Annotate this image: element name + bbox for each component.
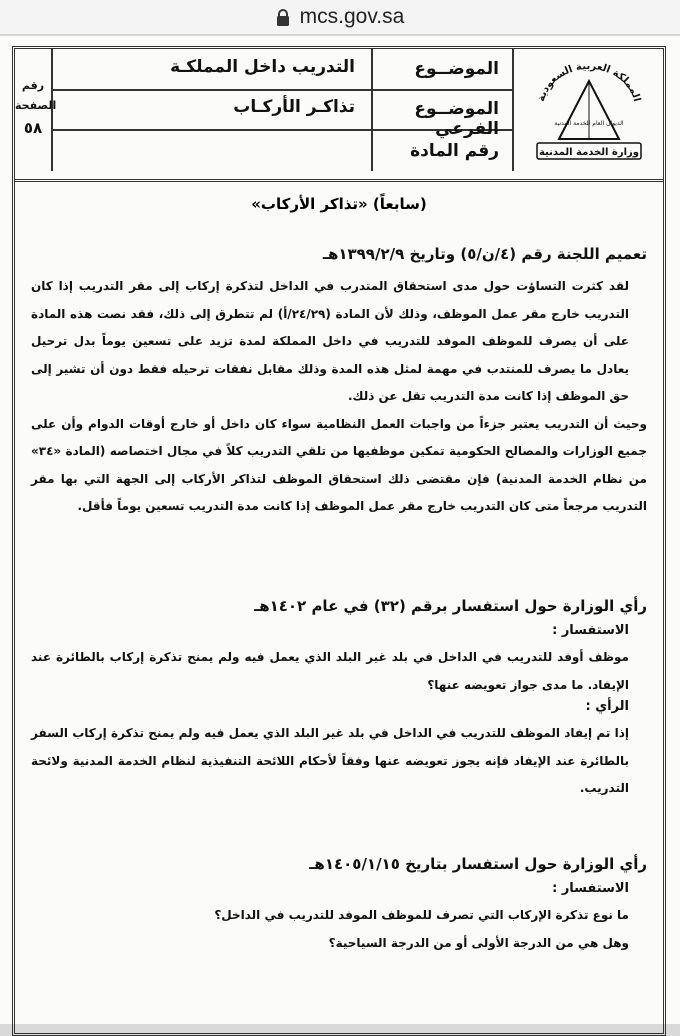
address-bar[interactable] (0, 0, 680, 35)
section-heading: تعميم اللجنة رقم (٤/ن/٥) وتاريخ ١٣٩٩/٢/٩هـ (322, 245, 647, 263)
svg-text:المملكة العربية السعودية: المملكة العربية السعودية (535, 61, 643, 103)
inquiry-label: الاستفسار : (552, 881, 629, 896)
subject-label: الموضــوع (414, 59, 499, 79)
inquiry-text: وهل هي من الدرجة الأولى أو من الدرجة السياحية؟ (328, 935, 629, 950)
section-ministry-opinion-1402 (31, 597, 647, 803)
paragraph: لقد كثرت التساؤت حول مدى استحقاق المتدرب في الداخل لتذكرة إركاب إلى مقر التدريب إذا كان التدريب خارج مقر عمل الموظف، وذلك لأن المادة (٢٤/٢٩/أ) لم تتطرق إلى ذلك، فقد نصت هذه المادة على أن يصرف للموظف الموفد للتدريب في داخل المملكة لمدة تزيد على تسعين يوماً بدل ترحيل يعادل ما يصرف للمنتدب في مهمة لمثل هذه المدة وذلك مقابل نفقات ترحيله فقط دون أن تشير إلى حق الموظف إذا كانت مدة التدريب تقل عن ذلك. (31, 279, 629, 403)
svg-text:الديوان العام للخدمة المدنية: الديوان العام للخدمة المدنية (554, 120, 624, 127)
section-heading: رأي الوزارة حول استفسار برقم (٣٢) في عام ١٤٠٢هـ (254, 597, 647, 615)
page-frame (12, 46, 666, 1036)
subject-value: التدريب داخل المملكـة (170, 57, 355, 77)
document-page (0, 36, 680, 1024)
paragraph: وحيث أن التدريب يعتبر جزءاً من واجبات العمل النظامية سواء كان داخل أو خارج أوقات الدوام وأن على جميع الوزارات والمصالح الحكومية تمكين موظفيها من تلقي التدريب كلاً في مجال اختصاصه (المادة «٣٤» من نظام الخدمة المدنية) فإن مقتضى ذلك استحقاق الموظف لتذاكر الأركاب إلى الجهة التي بها مقر التدريب مرجعاً متى كان التدريب خارج مقر عمل الموظف إذا كانت مدة التدريب تسعين يوماً فأقل. (31, 416, 647, 513)
opinion-label: الرأي : (585, 699, 629, 714)
lock-icon (276, 9, 290, 26)
inquiry-text: ما نوع تذكرة الإركاب التي تصرف للموظف الموفد للتدريب في الداخل؟ (214, 908, 629, 922)
section-ministry-opinion-1405 (31, 855, 647, 957)
url-text[interactable]: mcs.gov.sa (299, 5, 405, 28)
article-label: رقم المادة (410, 141, 499, 161)
section-heading: رأي الوزارة حول استفسار بتاريخ ١٤٠٥/١/١٥هـ (309, 855, 647, 873)
ministry-logo (529, 61, 649, 165)
section-committee-circular (31, 245, 647, 521)
page-number-label: رقم (21, 79, 45, 92)
divider (371, 49, 373, 171)
subsubject-label: الموضــوع الفرعي (414, 99, 499, 139)
document-header (15, 49, 663, 182)
divider (51, 89, 512, 91)
section-title: (سابعاً) «تذاكر الأركاب» (251, 195, 427, 213)
inquiry-text: موظف أوفد للتدريب في الداخل في بلد غير البلد الذي يعمل فيه ولم يمنح تذكرة إركاب بالطائرة عند الإيفاد. ما مدى جواز تعويضه عنها؟ (31, 650, 629, 692)
opinion-text: إذا تم إيفاد الموظف للتدريب في الداخل في بلد غير البلد الذي يعمل فيه ولم يمنح تذكرة إركاب السفر بالطائرة عند الإيفاد فإنه يجوز تعويضه عنها وفقاً لأحكام اللائحة التنفيذية لنظام الخدمة المدنية ولائحة التدريب. (31, 726, 629, 795)
subsubject-value: تذاكـر الأركـاب (233, 97, 355, 117)
divider (512, 49, 514, 171)
page-number-label: الصفحة (15, 99, 57, 112)
page-number: ٥٨ (23, 119, 43, 137)
svg-text:وزارة الخدمة المدنية: وزارة الخدمة المدنية (538, 147, 640, 158)
inquiry-label: الاستفسار : (552, 623, 629, 638)
